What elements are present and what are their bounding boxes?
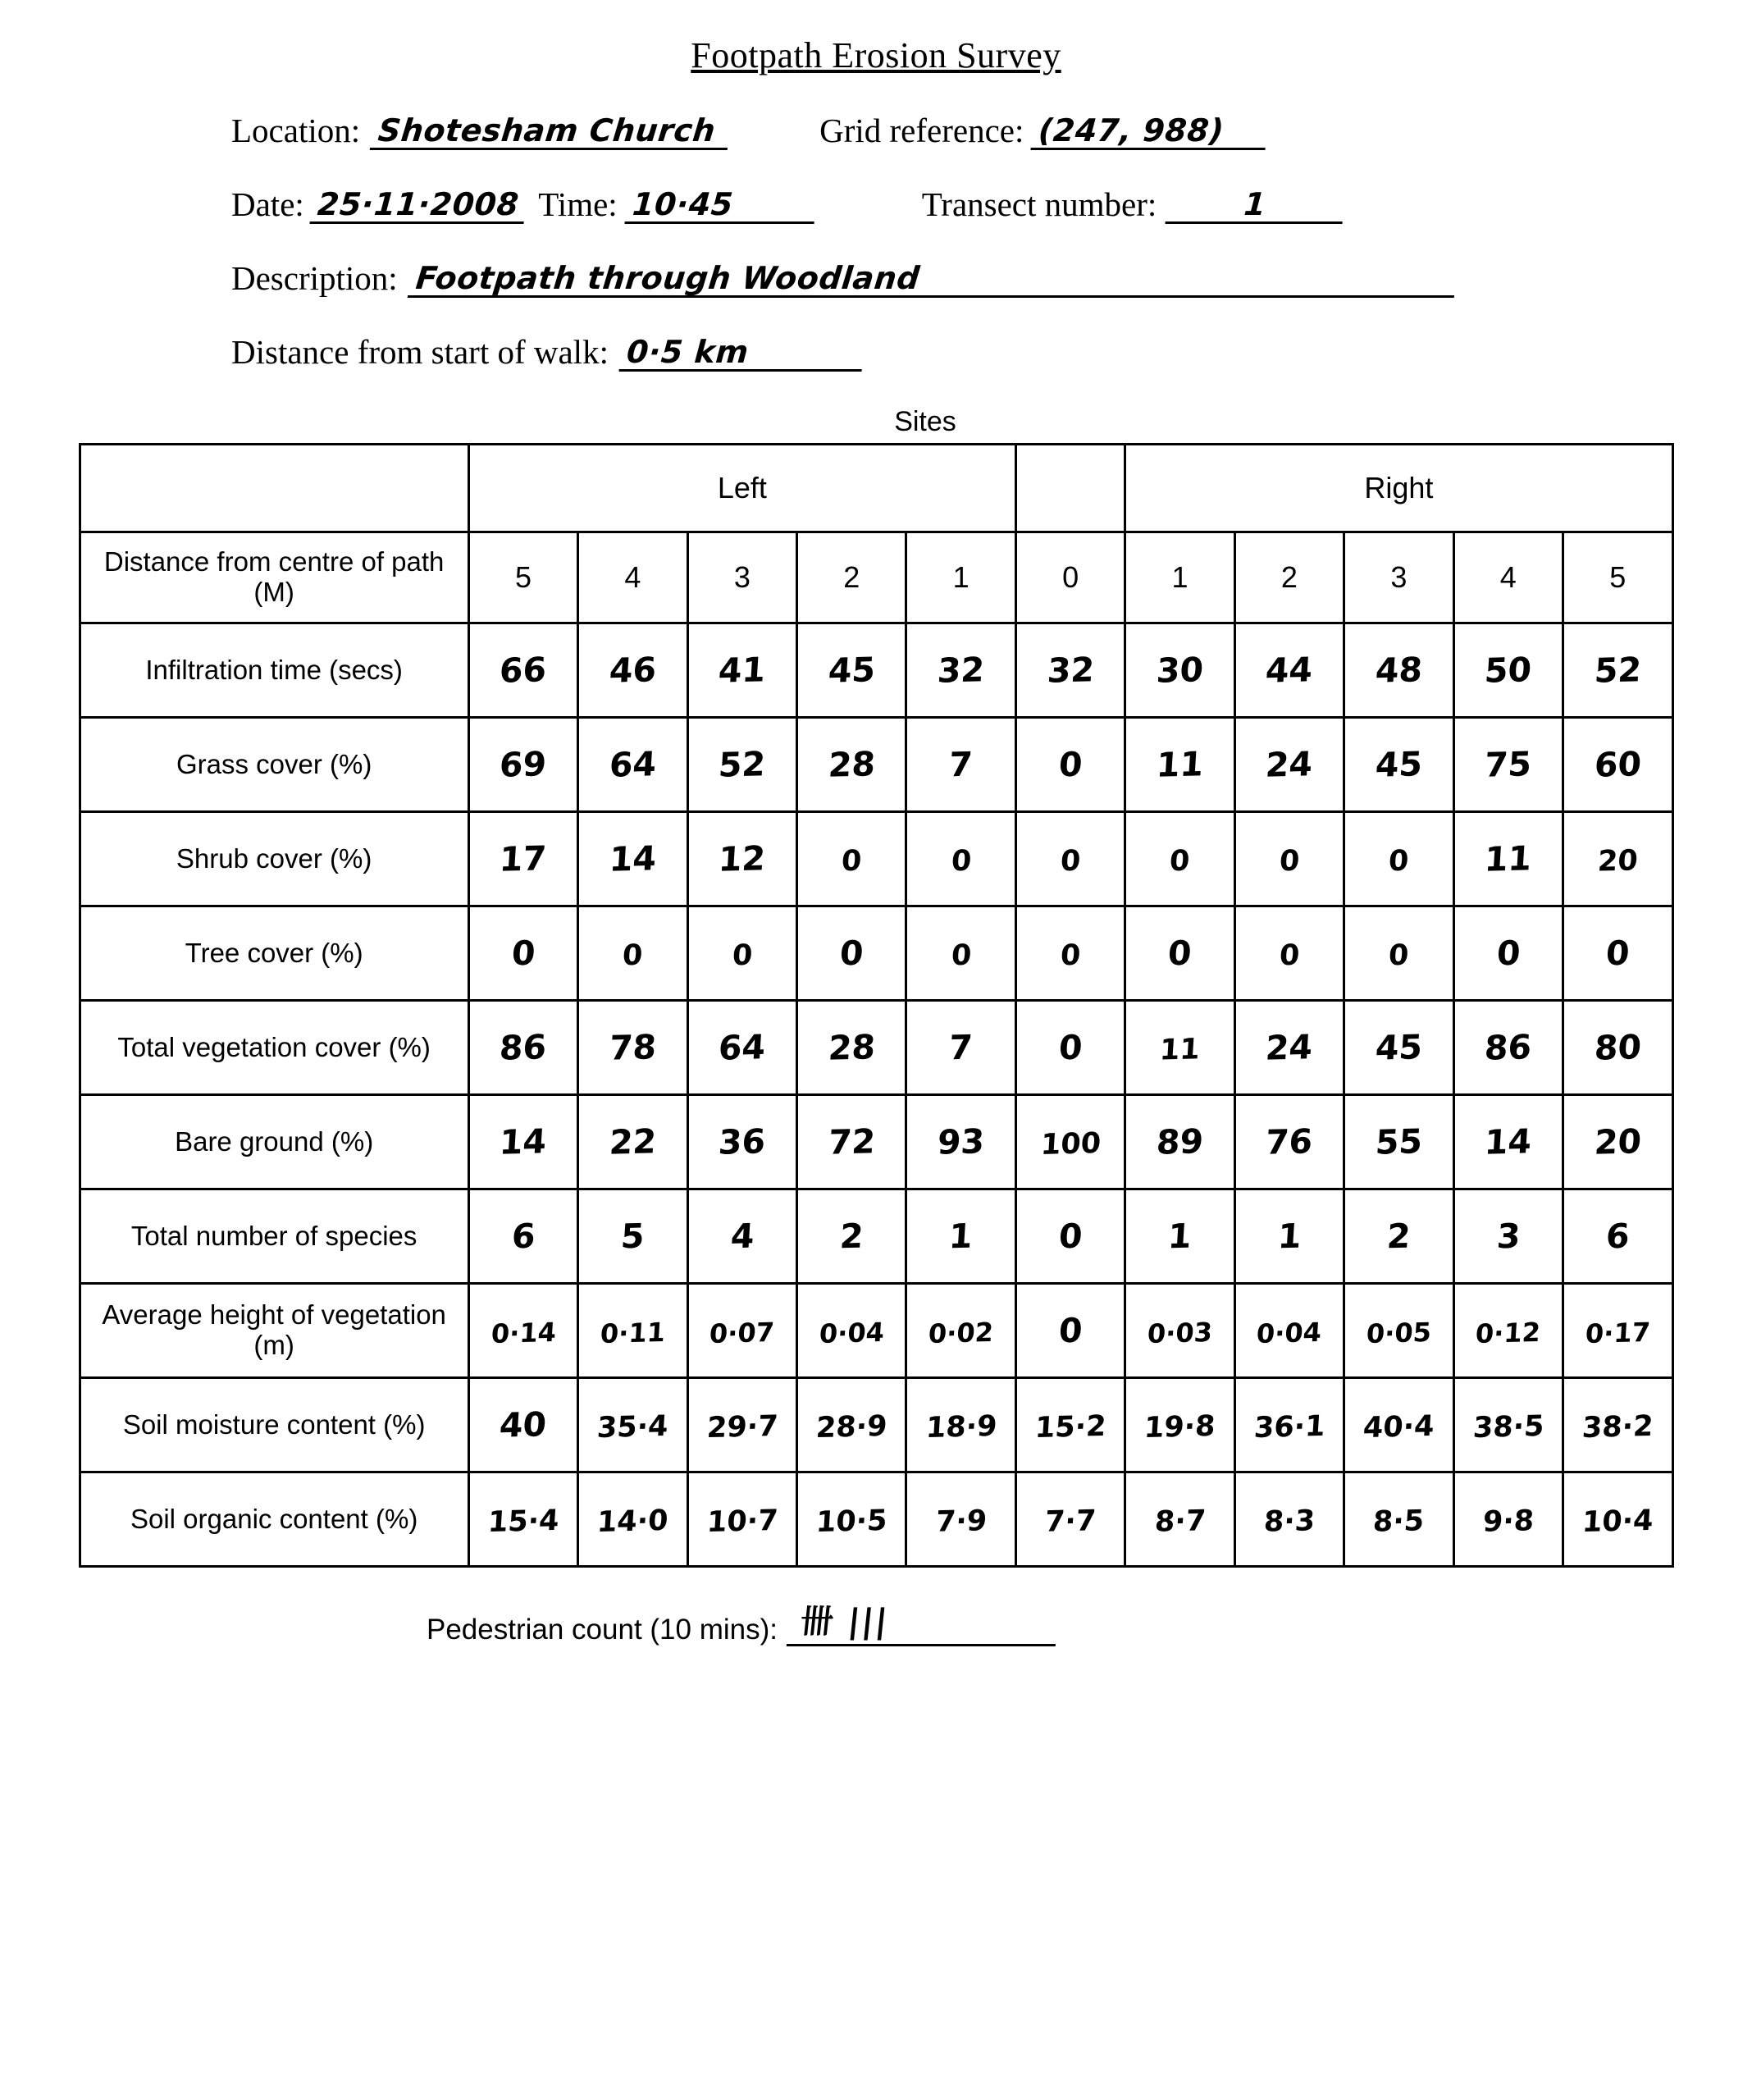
cell-organic-l1[interactable] [906,1472,1015,1567]
cell-value: 69 [498,744,549,785]
cell-organic-c0[interactable] [1015,1472,1125,1567]
cell-bare-l4[interactable] [578,1095,687,1189]
cell-value: 28·9 [814,1409,888,1445]
cell-value: 17 [498,838,549,879]
cell-value: 22 [608,1121,658,1162]
cell-value: 0 [838,933,865,974]
cell-grass-l2[interactable] [797,718,906,812]
cell-value: 12 [717,838,767,879]
cell-value: 19·8 [1143,1409,1217,1445]
cell-value: 30 [1155,650,1205,691]
cell-totalveg-r2[interactable] [1234,1001,1344,1095]
cell-grass-r5[interactable] [1563,718,1673,812]
table-row [80,1001,1672,1095]
time-label: Time: [538,185,618,223]
cell-value: 8·5 [1372,1504,1426,1539]
cell-value: 64 [608,744,658,785]
cell-value: 50 [1483,650,1533,691]
cell-shrub-l4[interactable] [578,812,687,906]
centre-spacer-header [1015,445,1125,532]
cell-bare-l1[interactable] [906,1095,1015,1189]
cell-infiltration-l1[interactable] [906,623,1015,718]
cell-shrub-r2[interactable] [1234,812,1344,906]
cell-shrub-l5[interactable] [468,812,577,906]
cell-avgheight-r4[interactable] [1453,1284,1563,1378]
cell-infiltration-l2[interactable] [797,623,906,718]
cell-value: 55 [1374,1121,1424,1162]
cell-totalveg-r4[interactable] [1453,1001,1563,1095]
form-row-description [231,258,1654,298]
row-label-shrub-cover: Shrub cover (%) [80,812,468,906]
cell-value: 40·4 [1362,1409,1435,1445]
cell-value: 36 [717,1121,767,1162]
cell-moisture-l3[interactable] [687,1378,796,1472]
cell-grass-l5[interactable] [468,718,577,812]
cell-value: 0·14 [490,1316,557,1350]
cell-value: 15·4 [486,1504,560,1540]
cell-species-l4[interactable] [578,1189,687,1284]
cell-avgheight-r2[interactable] [1234,1284,1344,1378]
table-row [80,1472,1672,1567]
col-header-l4: 4 [578,532,687,623]
cell-value: 38·2 [1581,1409,1654,1445]
col-header-c0: 0 [1015,532,1125,623]
cell-avgheight-r5[interactable] [1563,1284,1673,1378]
location-label: Location: [231,112,361,149]
cell-infiltration-r1[interactable] [1125,623,1234,718]
cell-avgheight-l2[interactable] [797,1284,906,1378]
left-side-header: Left [468,445,1015,532]
cell-species-r3[interactable] [1344,1189,1453,1284]
cell-value: 48 [1374,650,1424,691]
cell-value: 29·7 [705,1409,779,1445]
table-row [80,1378,1672,1472]
cell-infiltration-r5[interactable] [1563,623,1673,718]
date-label: Date: [231,185,304,223]
cell-value: 36·1 [1252,1409,1326,1445]
cell-value: 0 [1057,1310,1084,1351]
cell-avgheight-r3[interactable] [1344,1284,1453,1378]
cell-totalveg-l5[interactable] [468,1001,577,1095]
cell-value: 0·04 [818,1316,885,1350]
cell-value: 86 [498,1027,549,1068]
cell-value: 0 [1057,1216,1084,1257]
cell-value: 44 [1264,650,1314,691]
row-label-soil-organic: Soil organic content (%) [80,1472,468,1567]
form-fields [0,111,1752,372]
time-value[interactable]: 10·45 [624,189,816,224]
cell-value: 2 [1385,1216,1412,1257]
cell-grass-r4[interactable] [1453,718,1563,812]
cell-value: 7 [947,1027,974,1068]
cell-value: 14 [1483,1121,1533,1162]
cell-value: 0 [1604,933,1631,974]
row-label-total-species: Total number of species [80,1189,468,1284]
cell-bare-r2[interactable] [1234,1095,1344,1189]
form-row-distance [231,332,1654,372]
cell-value: 4 [729,1216,755,1257]
cell-value: 66 [498,650,549,691]
cell-value: 14 [608,838,658,879]
cell-infiltration-r3[interactable] [1344,623,1453,718]
cell-value: 41 [717,650,767,691]
table-row [80,906,1672,1001]
table-row [80,812,1672,906]
footer [0,1596,1752,1646]
cell-value: 0 [510,933,536,974]
cell-infiltration-c0[interactable] [1015,623,1125,718]
row-label-soil-moisture: Soil moisture content (%) [80,1378,468,1472]
cell-value: 9·8 [1481,1504,1535,1539]
col-header-r4: 4 [1453,532,1563,623]
cell-value: 46 [608,650,658,691]
cell-grass-r2[interactable] [1234,718,1344,812]
cell-tree-c0[interactable] [1015,906,1125,1001]
cell-moisture-r5[interactable] [1563,1378,1673,1472]
row-label-total-vegetation-cover: Total vegetation cover (%) [80,1001,468,1095]
cell-value: 0 [1169,844,1191,879]
cell-value: 45 [1374,1027,1424,1068]
cell-totalveg-l2[interactable] [797,1001,906,1095]
row-label-tree-cover: Tree cover (%) [80,906,468,1001]
cell-shrub-r4[interactable] [1453,812,1563,906]
cell-shrub-l3[interactable] [687,812,796,906]
cell-moisture-r4[interactable] [1453,1378,1563,1472]
cell-totalveg-l3[interactable] [687,1001,796,1095]
cell-moisture-l2[interactable] [797,1378,906,1472]
cell-value: 0 [1059,844,1082,879]
cell-value: 0 [1057,1027,1084,1068]
cell-moisture-r1[interactable] [1125,1378,1234,1472]
pedestrian-count-value[interactable]: 卌 ||| [787,1596,1061,1646]
cell-value: 7 [947,744,974,785]
cell-infiltration-l4[interactable] [578,623,687,718]
col-header-r5: 5 [1563,532,1673,623]
cell-species-r1[interactable] [1125,1189,1234,1284]
cell-bare-r3[interactable] [1344,1095,1453,1189]
cell-species-r4[interactable] [1453,1189,1563,1284]
cell-value: 0 [1278,844,1301,879]
cell-value: 0·11 [599,1316,667,1350]
cell-value: 80 [1593,1027,1643,1068]
cell-bare-r5[interactable] [1563,1095,1673,1189]
date-value[interactable]: 25·11·2008 [309,189,526,224]
cell-value: 0·02 [927,1316,995,1350]
col-header-r2: 2 [1234,532,1344,623]
cell-shrub-r1[interactable] [1125,812,1234,906]
cell-value: 89 [1155,1121,1205,1162]
cell-moisture-r2[interactable] [1234,1378,1344,1472]
distance-from-start-label: Distance from start of walk: [231,333,609,371]
cell-value: 0 [840,844,863,879]
cell-value: 45 [1374,744,1424,785]
cell-value: 8·7 [1153,1504,1207,1539]
cell-value: 40 [498,1404,549,1445]
cell-value: 20 [1593,1121,1643,1162]
pedestrian-count-label: Pedestrian count (10 mins): [427,1614,778,1646]
cell-totalveg-c0[interactable] [1015,1001,1125,1095]
cell-value: 7·7 [1043,1504,1097,1539]
cell-grass-c0[interactable] [1015,718,1125,812]
cell-grass-r3[interactable] [1344,718,1453,812]
cell-value: 0·05 [1365,1316,1433,1350]
cell-value: 72 [827,1121,877,1162]
cell-value: 60 [1593,744,1643,785]
cell-value: 11 [1155,744,1205,785]
cell-value: 32 [936,650,986,691]
cell-bare-r1[interactable] [1125,1095,1234,1189]
transect-number-label: Transect number: [921,185,1157,223]
cell-shrub-c0[interactable] [1015,812,1125,906]
description-value[interactable]: Footpath through Woodland [407,262,1458,298]
cell-value: 0 [1166,933,1193,974]
col-header-l2: 2 [797,532,906,623]
row-label-bare-ground: Bare ground (%) [80,1095,468,1189]
cell-avgheight-r1[interactable] [1125,1284,1234,1378]
row-label-infiltration-time: Infiltration time (secs) [80,623,468,718]
cell-value: 75 [1483,744,1533,785]
cell-organic-l4[interactable] [578,1472,687,1567]
cell-value: 86 [1483,1027,1533,1068]
cell-value: 0 [621,938,644,973]
cell-avgheight-l4[interactable] [578,1284,687,1378]
cell-value: 52 [717,744,767,785]
cell-organic-l5[interactable] [468,1472,577,1567]
cell-value: 35·4 [595,1409,669,1445]
cell-value: 10·7 [705,1504,779,1540]
col-header-r1: 1 [1125,532,1234,623]
cell-value: 38·5 [1471,1409,1545,1445]
col-header-l5: 5 [468,532,577,623]
table-row [80,623,1672,718]
cell-grass-l3[interactable] [687,718,796,812]
cell-value: 0·04 [1256,1316,1323,1350]
cell-value: 78 [608,1027,658,1068]
cell-infiltration-l5[interactable] [468,623,577,718]
cell-value: 3 [1495,1216,1522,1257]
cell-moisture-r3[interactable] [1344,1378,1453,1472]
cell-tree-r4[interactable] [1453,906,1563,1001]
cell-shrub-l2[interactable] [797,812,906,906]
cell-value: 0·03 [1146,1316,1214,1350]
cell-species-l2[interactable] [797,1189,906,1284]
cell-species-r5[interactable] [1563,1189,1673,1284]
cell-value: 0 [1059,938,1082,973]
cell-tree-l1[interactable] [906,906,1015,1001]
cell-totalveg-l1[interactable] [906,1001,1015,1095]
cell-shrub-r3[interactable] [1344,812,1453,906]
cell-value: 18·9 [924,1409,998,1445]
cell-totalveg-l4[interactable] [578,1001,687,1095]
cell-value: 0 [731,938,754,973]
cell-value: 52 [1593,650,1643,691]
cell-tree-r1[interactable] [1125,906,1234,1001]
cell-moisture-c0[interactable] [1015,1378,1125,1472]
cell-value: 0 [950,844,973,879]
cell-value: 100 [1039,1127,1102,1162]
form-row-location-grid [231,111,1654,150]
cell-bare-l3[interactable] [687,1095,796,1189]
cell-value: 93 [936,1121,986,1162]
cell-species-l1[interactable] [906,1189,1015,1284]
cell-value: 64 [717,1027,767,1068]
cell-value: 32 [1046,650,1096,691]
table-row [80,718,1672,812]
grid-reference-value[interactable]: (247, 988) [1031,115,1268,150]
sites-label: Sites [894,406,956,437]
cell-value: 0 [1278,938,1301,973]
cell-shrub-r5[interactable] [1563,812,1673,906]
cell-value: 11 [1483,838,1533,879]
cell-species-l5[interactable] [468,1189,577,1284]
cell-tree-l4[interactable] [578,906,687,1001]
cell-value: 0 [1495,933,1522,974]
cell-moisture-l5[interactable] [468,1378,577,1472]
cell-infiltration-r2[interactable] [1234,623,1344,718]
cell-avgheight-l3[interactable] [687,1284,796,1378]
cell-grass-l1[interactable] [906,718,1015,812]
location-value[interactable]: Shotesham Church [370,115,732,150]
transect-number-value[interactable]: 1 [1166,189,1345,224]
cell-bare-l2[interactable] [797,1095,906,1189]
cell-value: 14 [498,1121,549,1162]
cell-totalveg-r1[interactable] [1125,1001,1234,1095]
cell-tree-l2[interactable] [797,906,906,1001]
cell-species-l3[interactable] [687,1189,796,1284]
cell-totalveg-r3[interactable] [1344,1001,1453,1095]
cell-avgheight-c0[interactable] [1015,1284,1125,1378]
table-row [80,1189,1672,1284]
cell-totalveg-r5[interactable] [1563,1001,1673,1095]
cell-value: 0 [950,938,973,973]
cell-shrub-l1[interactable] [906,812,1015,906]
table-row [80,1284,1672,1378]
cell-organic-r5[interactable] [1563,1472,1673,1567]
cell-infiltration-r4[interactable] [1453,623,1563,718]
cell-organic-r4[interactable] [1453,1472,1563,1567]
cell-value: 0·12 [1475,1316,1542,1350]
cell-value: 11 [1158,1033,1202,1067]
survey-table [79,443,1674,1568]
table-row [80,1095,1672,1189]
cell-value: 0·17 [1584,1316,1651,1350]
row-label-average-height: Average height of vegetation (m) [80,1284,468,1378]
cell-tree-r2[interactable] [1234,906,1344,1001]
cell-value: 10·5 [814,1504,888,1540]
table-row-sides [80,445,1672,532]
cell-tree-r3[interactable] [1344,906,1453,1001]
cell-organic-r1[interactable] [1125,1472,1234,1567]
cell-value: 14·0 [595,1504,669,1540]
cell-value: 24 [1264,744,1314,785]
cell-value: 1 [1276,1216,1303,1257]
cell-value: 6 [510,1216,536,1257]
cell-value: 6 [1604,1216,1631,1257]
table-row-distance-from-centre [80,532,1672,623]
cell-value: 2 [838,1216,865,1257]
cell-value: 15·2 [1033,1409,1107,1445]
cell-value: 0 [1387,844,1410,879]
form-row-date-time-transect [231,185,1654,224]
cell-value: 28 [827,1027,877,1068]
cell-organic-l3[interactable] [687,1472,796,1567]
cell-value: 20 [1596,844,1639,879]
cell-bare-r4[interactable] [1453,1095,1563,1189]
row-label-distance-from-centre: Distance from centre of path (M) [80,532,468,623]
cell-species-r2[interactable] [1234,1189,1344,1284]
cell-value: 0·07 [709,1316,776,1350]
cell-value: 1 [947,1216,974,1257]
cell-organic-r2[interactable] [1234,1472,1344,1567]
cell-value: 28 [827,744,877,785]
cell-value: 7·9 [934,1504,988,1539]
col-header-r3: 3 [1344,532,1453,623]
grid-reference-label: Grid reference: [819,112,1024,149]
cell-value: 1 [1166,1216,1193,1257]
description-label: Description: [231,259,398,297]
cell-bare-l5[interactable] [468,1095,577,1189]
cell-species-c0[interactable] [1015,1189,1125,1284]
corner-cell [80,445,468,532]
col-header-l3: 3 [687,532,796,623]
cell-value: 24 [1264,1027,1314,1068]
cell-organic-r3[interactable] [1344,1472,1453,1567]
cell-value: 45 [827,650,877,691]
cell-value: 8·3 [1262,1504,1316,1539]
cell-infiltration-l3[interactable] [687,623,796,718]
cell-value: 76 [1264,1121,1314,1162]
cell-value: 5 [619,1216,646,1257]
cell-moisture-l4[interactable] [578,1378,687,1472]
cell-grass-r1[interactable] [1125,718,1234,812]
page-title: Footpath Erosion Survey [691,35,1061,75]
right-side-header: Right [1125,445,1672,532]
cell-avgheight-l1[interactable] [906,1284,1015,1378]
cell-moisture-l1[interactable] [906,1378,1015,1472]
cell-tree-l3[interactable] [687,906,796,1001]
row-label-grass-cover: Grass cover (%) [80,718,468,812]
cell-tree-l5[interactable] [468,906,577,1001]
cell-value: 0 [1057,744,1084,785]
cell-avgheight-l5[interactable] [468,1284,577,1378]
col-header-l1: 1 [906,532,1015,623]
cell-organic-l2[interactable] [797,1472,906,1567]
cell-value: 10·4 [1581,1504,1654,1540]
distance-from-start-value[interactable]: 0·5 km [618,336,864,372]
cell-grass-l4[interactable] [578,718,687,812]
cell-bare-c0[interactable] [1015,1095,1125,1189]
cell-value: 0 [1387,938,1410,973]
cell-tree-r5[interactable] [1563,906,1673,1001]
